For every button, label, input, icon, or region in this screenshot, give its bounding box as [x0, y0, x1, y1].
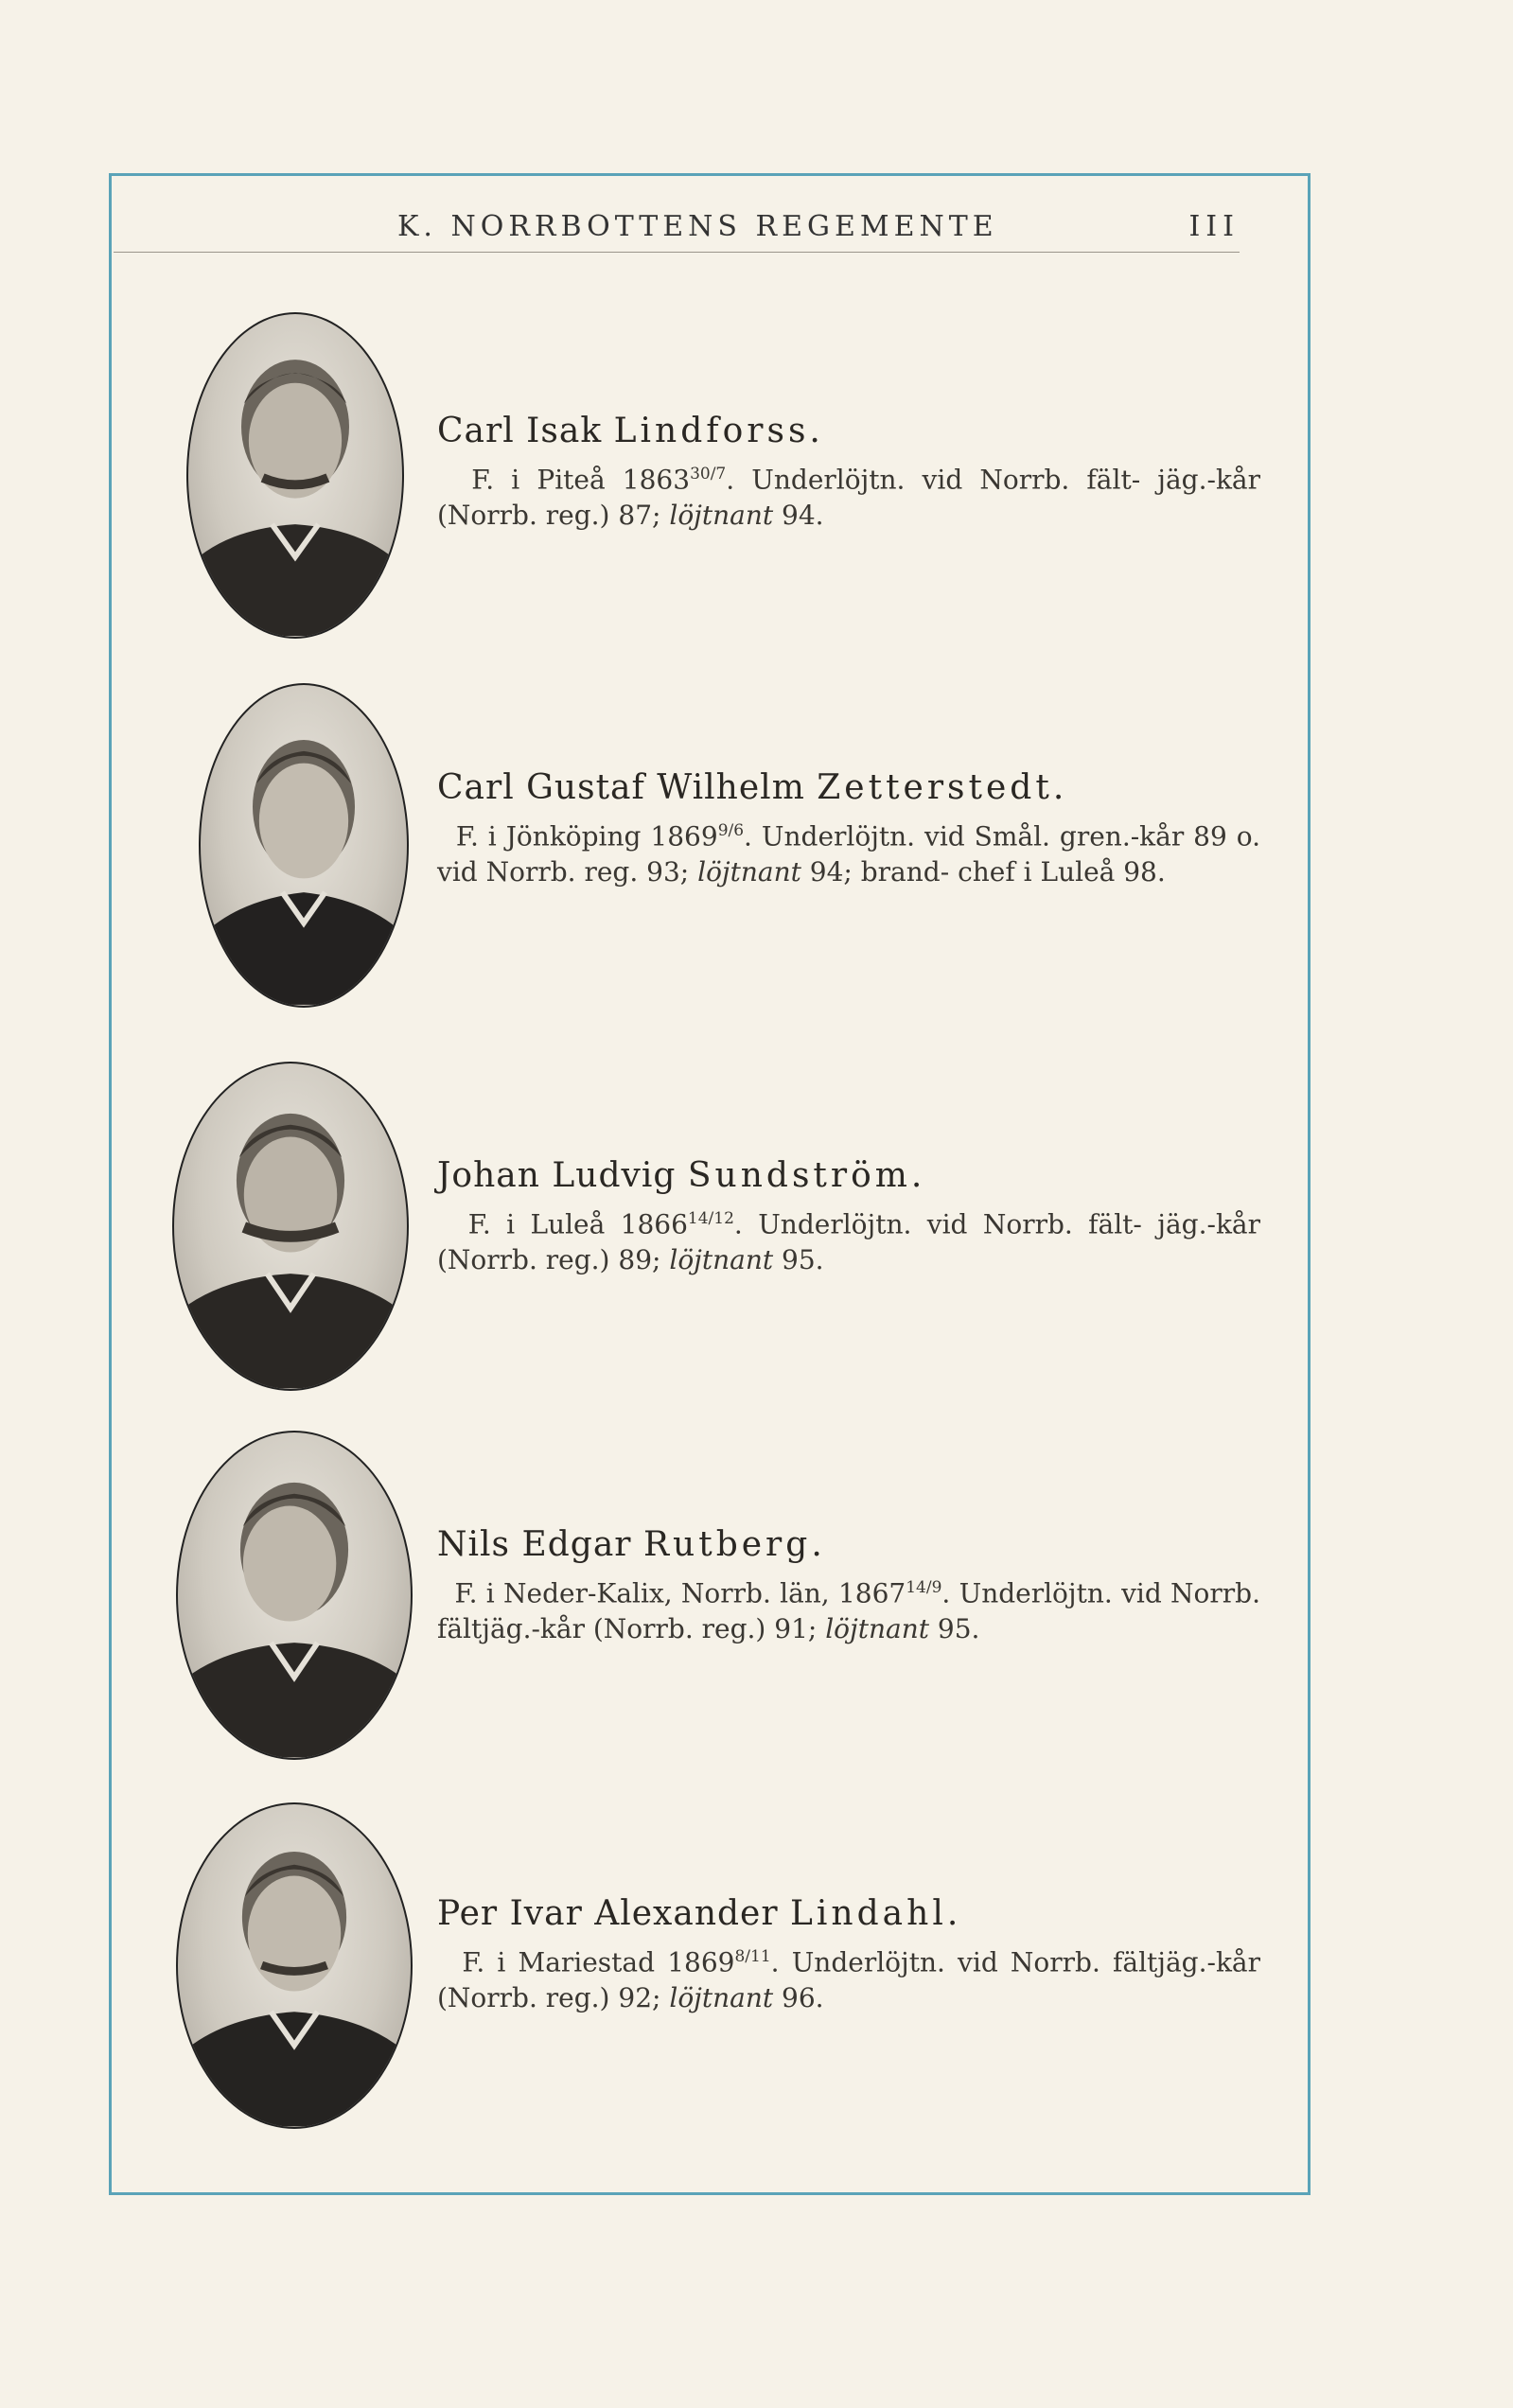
entry-text-3: [437, 1156, 1260, 1278]
surname: Zetterstedt: [817, 768, 1053, 807]
officer-portrait-image: [201, 685, 407, 1006]
officer-portrait-image: [188, 314, 402, 637]
given-name: Johan Ludvig: [437, 1156, 677, 1195]
running-head-title: K. NORRBOTTENS REGEMENTE: [397, 210, 998, 243]
entry-text-4: [437, 1525, 1260, 1647]
portrait-photo-1: [186, 312, 404, 639]
given-name: Per Ivar Alexander: [437, 1894, 779, 1933]
portrait-photo-4: [176, 1431, 413, 1760]
entry-bio: F. i Mariestad $1869^{8/11}$. Underlöjtn. vid Norrb. fältjäg.-kår (Norrb. reg.) 92; löjtnant 96.: [437, 1946, 1260, 2014]
entry-bio: F. i Luleå $1866^{14/12}$. Underlöjtn. vid Norrb. fält- jäg.-kår (Norrb. reg.) 89; löjtnant 95.: [437, 1208, 1260, 1276]
header-rule: [114, 252, 1240, 253]
given-name: Nils Edgar: [437, 1525, 632, 1564]
entry-bio: F. i Jönköping $1869^{9/6}$. Underlöjtn. vid Smål. gren.-kår 89 o. vid Norrb. reg. 93; löjtnant 94; brand- chef i Luleå 98.: [437, 820, 1261, 888]
entry-bio: F. i Neder-Kalix, Norrb. län, $1867^{14/9}$. Underlöjtn. vid Norrb. fältjäg.-kår (Norrb. reg.) 91; löjtnant 95.: [437, 1577, 1260, 1645]
entry-text-2: [437, 768, 1260, 890]
officer-portrait-image: [174, 1063, 407, 1389]
entry-name: Carl Isak Lindforss.: [437, 412, 821, 450]
entry-text-1: [437, 412, 1260, 534]
surname: Lindforss: [613, 412, 810, 450]
officer-portrait-image: [178, 1804, 411, 2127]
entry-name: Carl Gustaf Wilhelm Zetterstedt.: [437, 768, 1065, 807]
portrait-photo-2: [199, 683, 409, 1008]
page-number: III: [1188, 210, 1240, 243]
surname: Sundström: [687, 1156, 911, 1195]
portrait-photo-3: [172, 1062, 409, 1391]
running-head: [284, 210, 1240, 248]
entry-name: Per Ivar Alexander Lindahl.: [437, 1894, 959, 1933]
entry-text-5: [437, 1894, 1260, 2016]
given-name: Carl Gustaf Wilhelm: [437, 768, 805, 807]
entry-name: Nils Edgar Rutberg.: [437, 1525, 823, 1564]
surname: Rutberg: [642, 1525, 812, 1564]
given-name: Carl Isak: [437, 412, 603, 450]
entry-bio: F. i Piteå $1863^{30/7}$. Underlöjtn. vid Norrb. fält- jäg.-kår (Norrb. reg.) 87; löjtnant 94.: [437, 464, 1260, 532]
officer-portrait-image: [178, 1432, 411, 1758]
entry-name: Johan Ludvig Sundström.: [437, 1156, 924, 1195]
portrait-photo-5: [176, 1802, 413, 2129]
surname: Lindahl: [790, 1894, 947, 1933]
